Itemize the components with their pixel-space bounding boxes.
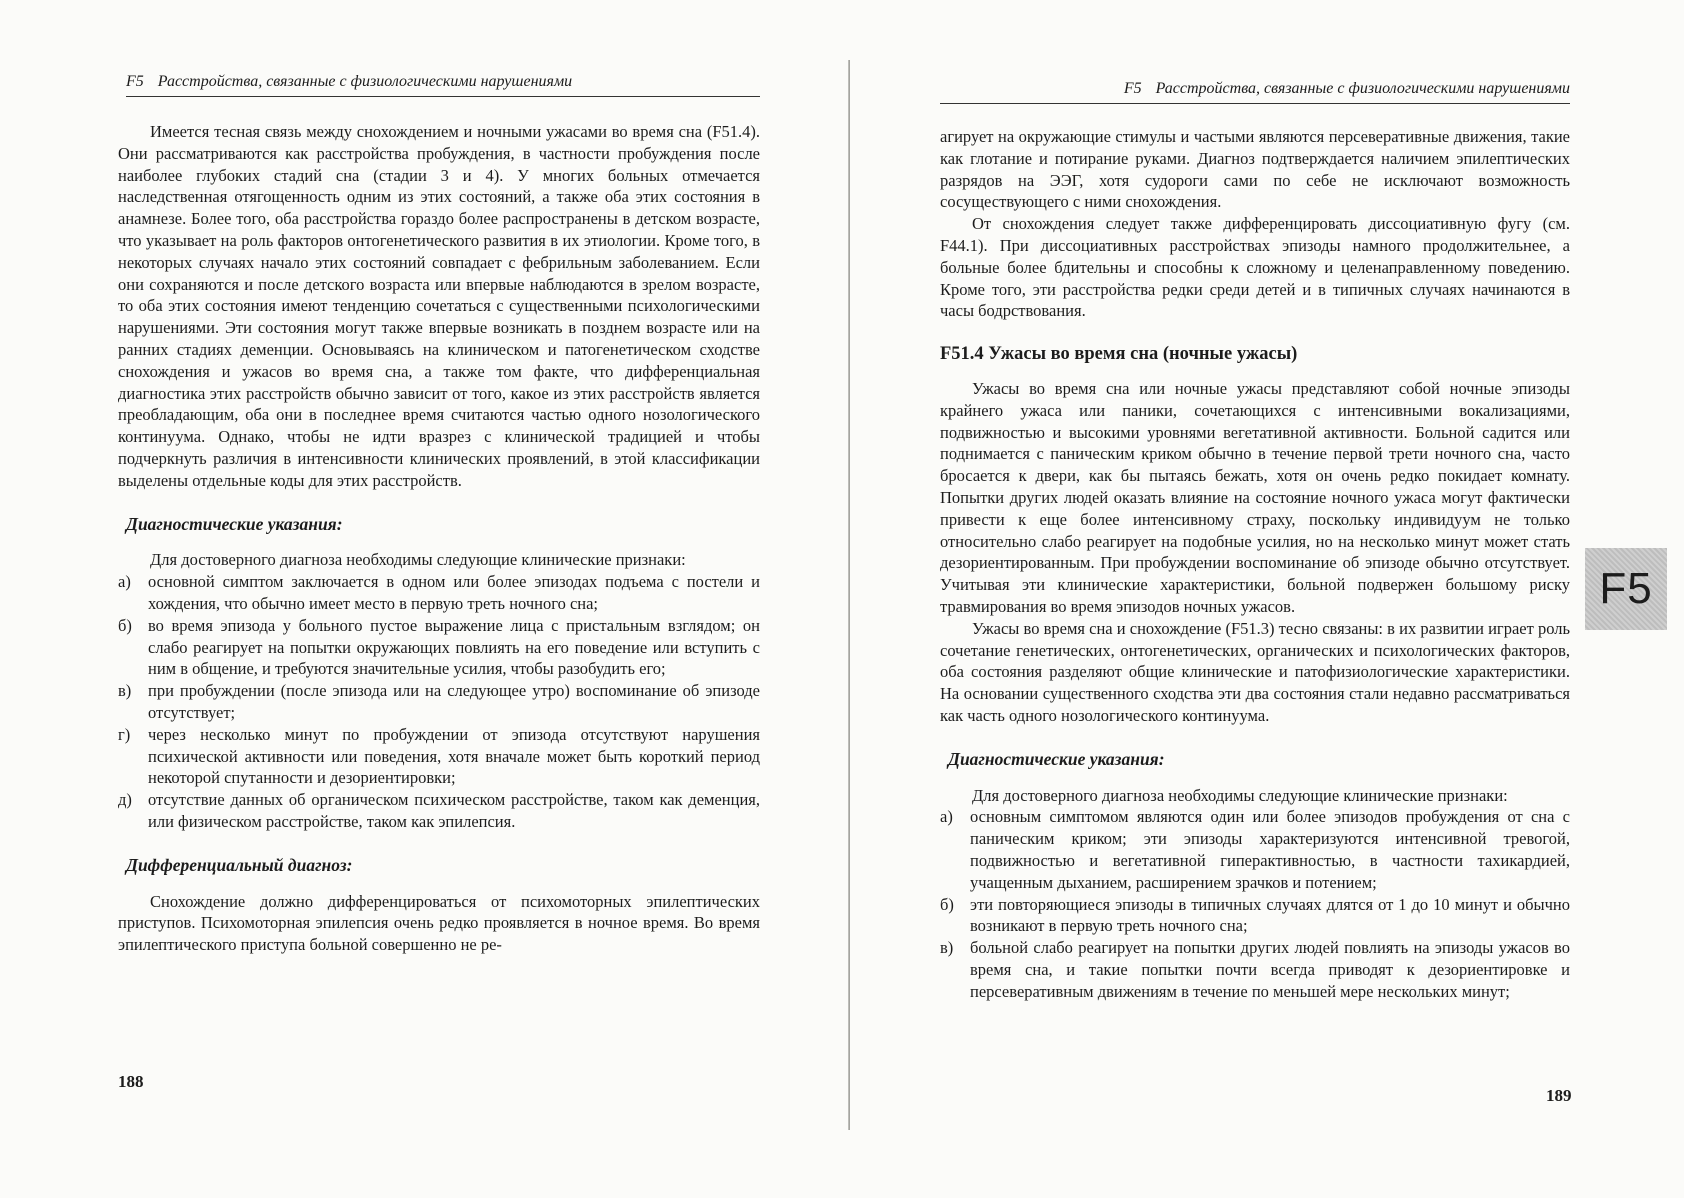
list-marker: а) <box>118 572 131 592</box>
page-number: 188 <box>118 1072 144 1091</box>
header-title: Расстройства, связанные с физиологическими нарушениями <box>1155 80 1570 97</box>
left-text-column <box>118 121 760 956</box>
list-marker: б) <box>118 615 132 635</box>
list-marker: д) <box>118 790 132 810</box>
differential-paragraph: Снохождение должно дифференцироваться от психомоторных эпилептических приступов. Психомоторная эпилепсия очень редко проявляется в ночное время. Во время эпилептического приступа больной совершенно не ре- <box>118 891 760 955</box>
intro-paragraph: Имеется тесная связь между снохождением и ночными ужасами во время сна (F51.4). Они рассматриваются как расстройства пробуждения, в частности пробуждения после наиболее глубоких стадий сна (стадии 3 и 4). У многих больных отмечается наследственная отягощенность одним из этих состояний, а также оба этих состояния в анамнезе. Более того, оба расстройства гораздо более распространены в детском возрасте, что указывает на роль факторов онтогенетического развития в их этиологии. Кроме того, в некоторых случаях начало этих состояний совпадает с фебрильным заболеванием. Если они сохраняются и после детского возраста или впервые наблюдаются в зрелом возрасте, то оба этих состояния имеют тенденцию сочетаться с существенными психологическими нарушениями. Эти состояния могут также впервые возникать в позднем возрасте или на ранних стадиях деменции. Основываясь на клиническом и патогенетическом сходстве снохождения и ужасов во время сна, а также том факте, что дифференциальная диагностика этих расстройств обычно зависит от того, какое из этих расстройств является преобладающим, оба они в последнее время считаются частью одного нозологического континуума. Однако, чтобы не идти вразрез с клинической традицией и чтобы подчеркнуть различия в интенсивности клинических проявлений, в этой классификации выделены отдельные коды для этих расстройств. <box>118 122 760 490</box>
diagnostic-intro: Для достоверного диагноза необходимы следующие клинические признаки: <box>150 550 686 570</box>
list-marker: г) <box>118 724 131 744</box>
right-text-column <box>940 126 1570 1002</box>
list-marker: в) <box>940 938 954 958</box>
list-item-text: при пробуждении (после эпизода или на следующее утро) воспоминание об эпизоде отсутствует; <box>148 681 760 722</box>
list-item <box>118 680 760 724</box>
thumb-tab-label: F5 <box>1599 564 1653 613</box>
list-item-text: больной слабо реагирует на попытки других людей повлиять на эпизоды ужасов во время сна, и такие попытки почти всегда приводят к дезориентировке и персеверативным движениям в течение по меньшей мере нескольких минут; <box>970 938 1570 1001</box>
running-header <box>126 73 760 97</box>
list-item <box>940 806 1570 893</box>
list-item-text: основным симптомом являются один или более эпизодов пробуждения от сна с паническим криком; эти эпизоды характеризуются интенсивной тревогой, подвижностью и вегетативной гиперактивностью, в частности тахикардией, учащенным дыханием, расширением зрачков и потением; <box>970 807 1570 892</box>
page-number: 189 <box>1546 1086 1572 1105</box>
chapter-thumb-tab <box>1585 548 1667 630</box>
header-code: F5 <box>1123 80 1142 97</box>
list-item <box>118 724 760 789</box>
right-page <box>850 0 1684 1198</box>
diagnostic-intro: Для достоверного диагноза необходимы следующие клинические признаки: <box>972 785 1508 805</box>
list-marker: а) <box>940 807 953 827</box>
list-item <box>118 789 760 833</box>
list-item-text: отсутствие данных об органическом психическом расстройстве, таком как деменция, или физическом расстройстве, таком как эпилепсия. <box>148 790 760 831</box>
diagnostic-list <box>118 571 760 833</box>
list-item-text: эти повторяющиеся эпизоды в типичных случаях длятся от 1 до 10 минут и обычно возникают в первую треть ночного сна; <box>970 894 1570 936</box>
list-item-text: во время эпизода у больного пустое выражение лица с пристальным взглядом; он слабо реагирует на попытки окружающих повлиять на его поведение или вступить с ним в общение, и требуются значительные усилия, чтобы разобудить его; <box>148 615 760 679</box>
diagnostic-guidelines-heading: Диагностические указания: <box>126 513 343 534</box>
diagnostic-list <box>940 806 1570 1002</box>
list-item <box>118 615 760 680</box>
header-title: Расстройства, связанные с физиологическими нарушениями <box>157 73 573 90</box>
list-item <box>118 571 760 615</box>
list-item-text: через несколько минут по пробуждении от эпизода отсутствуют нарушения психической активности или поведения, хотя вначале может быть короткий период некоторой спутанности и дезориентировки; <box>148 724 760 788</box>
list-item-text: основной симптом заключается в одном или более эпизодах подъема с постели и хождения, что обычно имеет место в первую треть ночного сна; <box>148 572 760 613</box>
night-terror-paragraph: Ужасы во время сна или ночные ужасы представляют собой ночные эпизоды крайнего ужаса или паники, сочетающихся с интенсивными вокализациями, подвижностью и высокими уровнями вегетативной активности. Больной садится или поднимается с паническим криком обычно в течение первой трети ночного сна, часто бросается к двери, как бы пытаясь бежать, хотя он очень редко покидает комнату. Попытки других людей оказать влияние на состояние ночного ужаса могут фактически привести к еще более интенсивному страху, поскольку индивидуум не только относительно слабо реагирует на подобные усилия, но на несколько минут может стать дезориентированным. При пробуждении воспоминание об эпизоде обычно отсутствует. Учитывая эти клинические характеристики, больной подвержен большому риску травмирования во время эпизодов ночных ужасов. <box>940 378 1570 616</box>
section-heading: F51.4 Ужасы во время сна (ночные ужасы) <box>940 344 1298 365</box>
diagnostic-guidelines-heading: Диагностические указания: <box>948 748 1165 769</box>
list-marker: в) <box>118 681 132 701</box>
list-marker: б) <box>940 894 954 914</box>
continuation-paragraph: агирует на окружающие стимулы и частыми являются персеверативные движения, такие как глотание и потирание руками. Диагноз подтверждается наличием эпилептических разрядов на ЭЭГ, хотя судороги сами по себе не исключают возможность сосуществующего с ними снохождения. <box>940 127 1570 212</box>
header-code: F5 <box>126 73 144 90</box>
list-item <box>940 894 1570 938</box>
differential-diagnosis-heading: Дифференциальный диагноз: <box>126 854 353 875</box>
list-item <box>940 937 1570 1002</box>
running-header <box>940 80 1570 104</box>
fugue-paragraph: От снохождения следует также дифференцировать диссоциативную фугу (см. F44.1). При диссоциативных расстройствах эпизоды намного продолжительнее, а больные более бдительны и способны к сложному и целенаправленному поведению. Кроме того, эти расстройства редки среди детей и в типичных случаях начинаются в часы бодрствования. <box>940 214 1570 321</box>
night-terror-paragraph: Ужасы во время сна и снохождение (F51.3) тесно связаны: в их развитии играет роль сочетание генетических, онтогенетических, органических и психологических факторов, оба состояния разделяют общие клинические и патофизиологические характеристики. На основании существенного сходства эти два состояния стали недавно рассматриваться как часть одного нозологического континуума. <box>940 618 1570 725</box>
